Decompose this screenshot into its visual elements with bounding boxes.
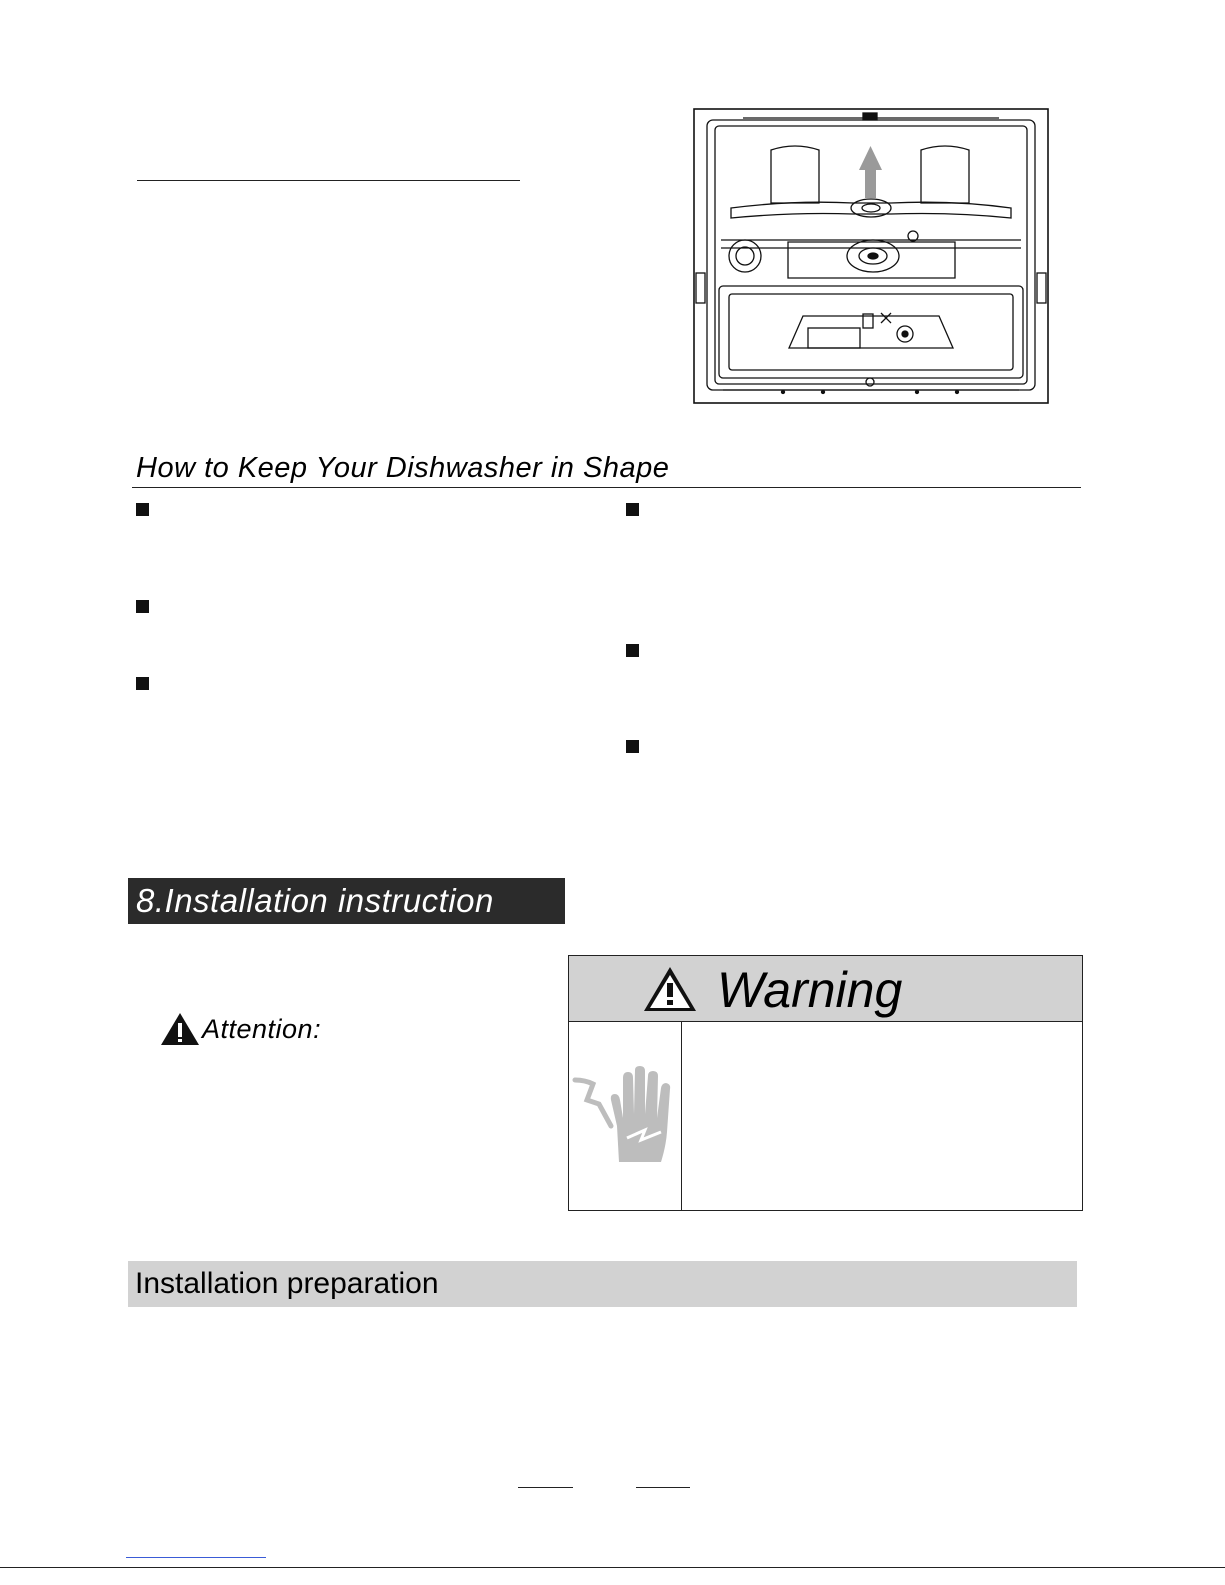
bullet-square [136, 600, 149, 613]
warning-box [568, 955, 1083, 1211]
dishwasher-interior-illustration [693, 108, 1050, 406]
keep-heading-rule [132, 487, 1081, 488]
keep-dishwasher-heading: How to Keep Your Dishwasher in Shape [136, 452, 670, 484]
bullet-square [136, 677, 149, 690]
bullet-square [626, 740, 639, 753]
warning-title: Warning [717, 962, 903, 1018]
electric-shock-hand-icon [571, 1066, 677, 1170]
bullet-square [626, 644, 639, 657]
warning-triangle-icon [160, 1012, 200, 1046]
attention-label: Attention: [202, 1013, 322, 1044]
warning-divider [681, 1022, 682, 1210]
attention-note [160, 1012, 321, 1046]
installation-preparation-title: Installation preparation [128, 1261, 1077, 1307]
installation-section-title: 8.Installation instruction [128, 878, 565, 924]
footer-rule [636, 1487, 690, 1488]
bullet-square [136, 503, 149, 516]
bullet-square [626, 503, 639, 516]
warning-triangle-icon [643, 966, 697, 1012]
top-left-rule [137, 180, 520, 181]
footer-rule [518, 1487, 573, 1488]
warning-header [569, 956, 1082, 1022]
footer-divider [0, 1567, 1225, 1568]
footer-link-underline [126, 1557, 266, 1558]
